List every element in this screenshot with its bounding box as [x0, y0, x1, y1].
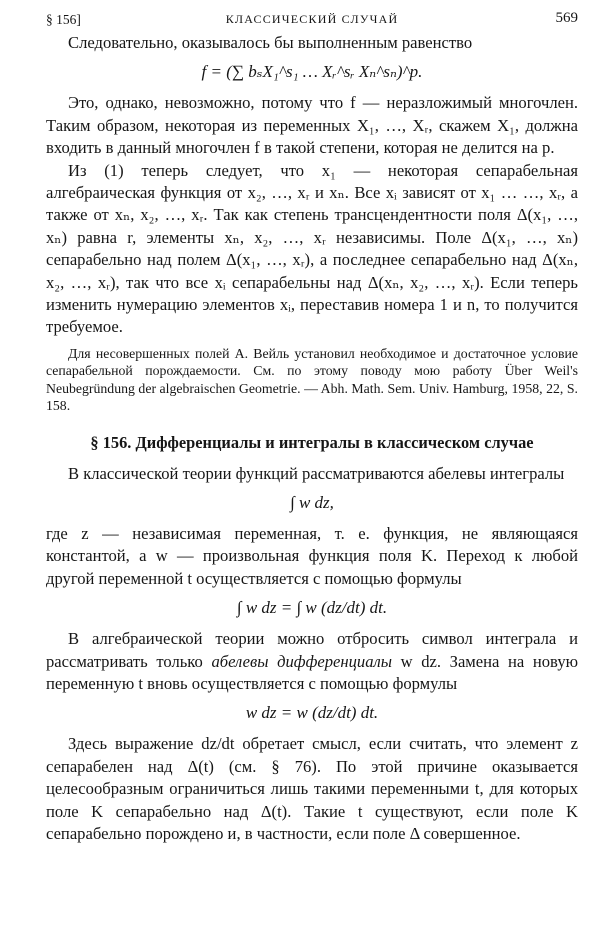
formula-2: ∫ w dz,: [290, 492, 334, 512]
paragraph-5: где z — независимая переменная, т. е. функция, не являющаяся константой, а w — произвольная функция поля K. Переход к любой другой переменной t осуществляется с помощью формулы: [46, 523, 578, 588]
footnote: Для несовершенных полей А. Вейль установил необходимое и достаточное условие сепарабельной порождаемости. См. по этому поводу мою работу Über Weil's Neubegründung der algebraischen Geometrie. — Abh. Math. Sem. Univ. Hamburg, 1958, 22, S. 158.: [46, 345, 578, 414]
paragraph-2: Это, однако, невозможно, потому что f — неразложимый многочлен. Таким образом, некоторая из переменных X₁, …, Xᵣ, скажем X₁, должна входить в данный многочлен f в такой степени, которая не делится на p.: [46, 93, 578, 158]
section-title: § 156. Дифференциалы и интегралы в классическом случае: [90, 432, 534, 452]
emphasis-abelian-differentials: абелевы дифференциалы: [211, 651, 392, 671]
formula-3: ∫ w dz = ∫ w (dz/dt) dt.: [236, 598, 388, 618]
paragraph-top: Следовательно, оказывалось бы выполненным равенство: [68, 33, 473, 52]
paragraph-6-text-a: В алгебраической теории можно отбросить символ интеграла и рассматривать только: [46, 629, 578, 671]
paragraph-6: [46, 628, 578, 695]
section-reference: § 156]: [46, 12, 81, 27]
running-header: [46, 6, 578, 32]
formula-1: f = (∑ bₛX₁^s₁ … Xᵣ^sᵣ Xₙ^sₙ)^p.: [201, 62, 423, 82]
paragraph-7: Здесь выражение dz/dt обретает смысл, если считать, что элемент z сепарабелен над Δ(t) (см. § 76). По этой причине оказывается целесообразным ограничиться лишь такими переменными t, для которых поле K сепарабельно над Δ(t). Такие t существуют, если поле K сепарабельно порождено и, в частности, если поле Δ совершенное.: [46, 734, 578, 843]
page-number: 569: [555, 10, 578, 26]
formula-4: w dz = w (dz/dt) dt.: [245, 703, 379, 723]
paragraph-6-text-b: w dz. Замена на новую переменную t вновь осуществляется с помощью формулы: [46, 651, 579, 693]
paragraph-4: В классической теории функций рассматриваются абелевы интегралы: [68, 463, 565, 483]
paragraph-3: Из (1) теперь следует, что x₁ — некоторая сепарабельная алгебраическая функция от x₂, …, xᵣ и xₙ. Все xᵢ зависят от x₁ … …, xᵣ, а также от xₙ, x₂, …, xᵣ. Так как степень трансцендентности поля Δ(x₁, …, xₙ) равна r, элементы xₙ, x₂, …, xᵣ независимы. Поле Δ(x₁, …, xₙ) сепарабельно над полем Δ(x₁, …, xᵣ), а последнее сепарабельно над Δ(xₙ, x₂, …, xᵣ), так что все xᵢ сепарабельны над Δ(xₙ, x₂, …, xᵣ). Если теперь изменить нумерацию элементов xᵢ, переставив номера 1 и n, то получится требуемое.: [46, 160, 578, 337]
running-title: КЛАССИЧЕСКИЙ СЛУЧАЙ: [225, 12, 399, 26]
